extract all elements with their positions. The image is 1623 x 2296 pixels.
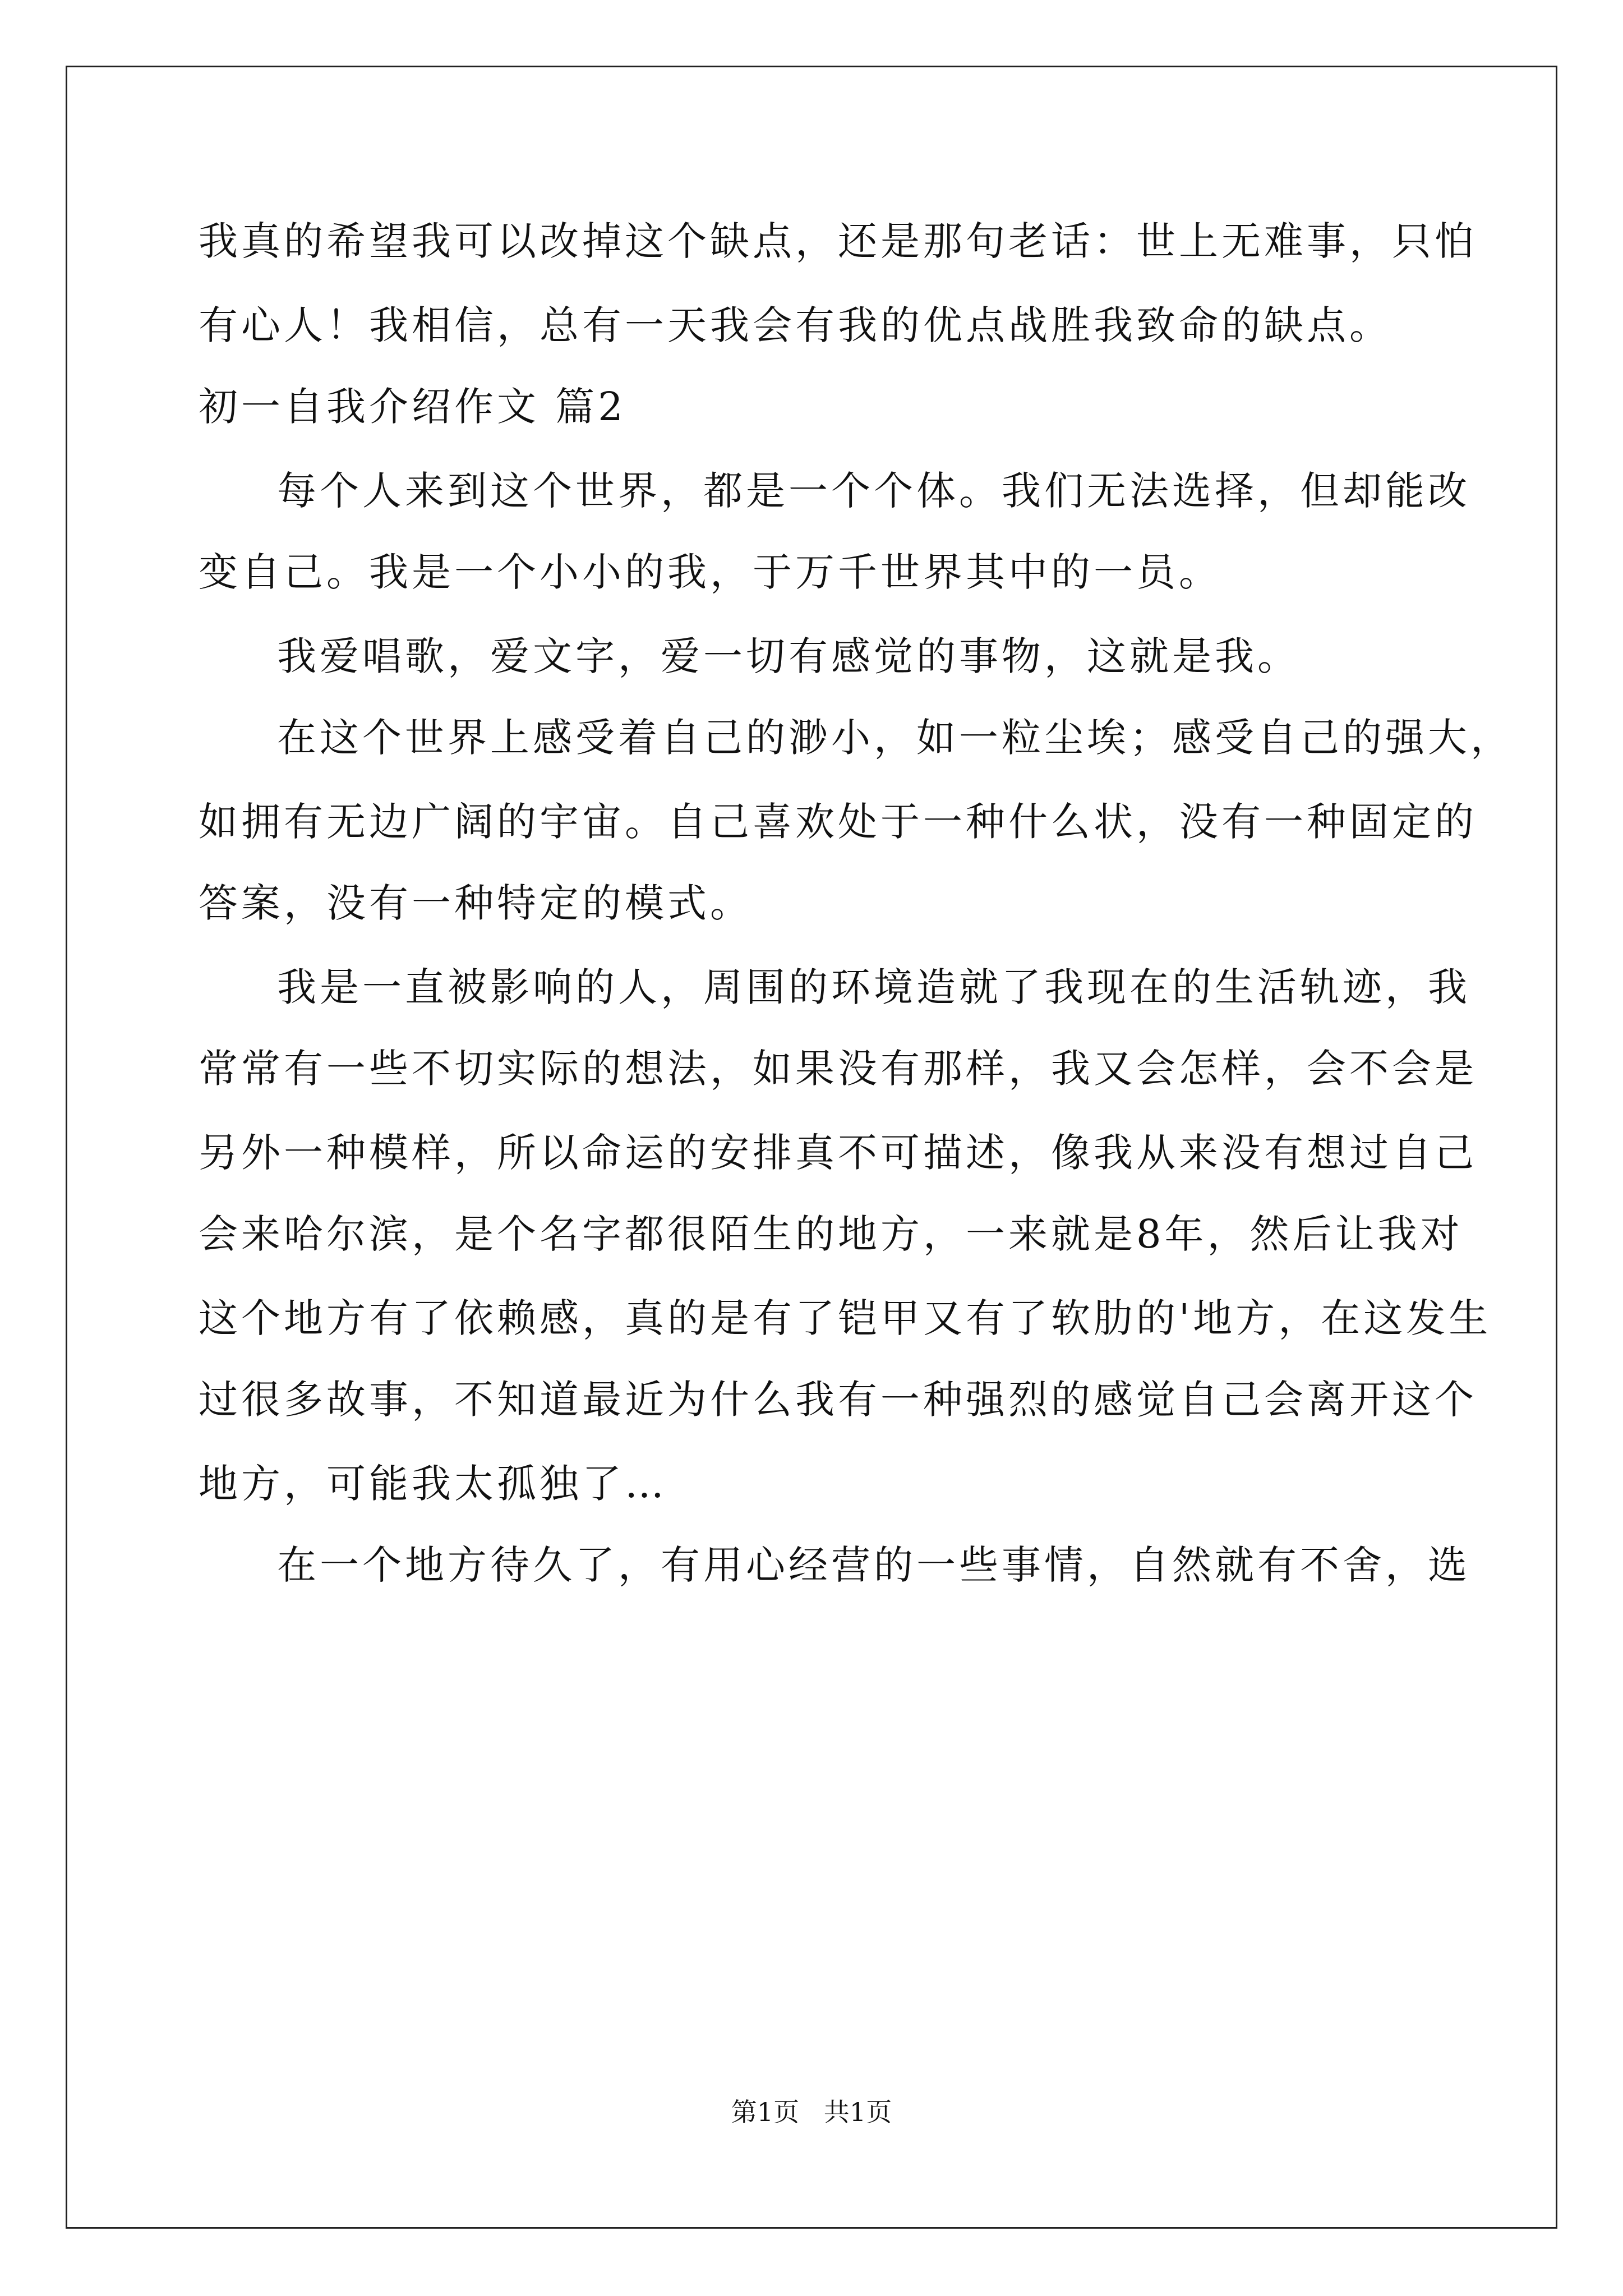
section-heading: 初一自我介绍作文 篇2 (199, 384, 626, 430)
paragraph-first-line: 在一个地方待久了，有用心经营的一些事情，自然就有不舍，选 (277, 1542, 1470, 1588)
text-line: 过很多故事，不知道最近为什么我有一种强烈的感觉自己会离开这个 (199, 1377, 1477, 1423)
text-line: 会来哈尔滨，是个名字都很陌生的地方，一来就是8年，然后让我对 (199, 1211, 1463, 1257)
text-line: 这个地方有了依赖感，真的是有了铠甲又有了软肋的'地方，在这发生 (199, 1295, 1492, 1341)
text-line: 有心人！我相信，总有一天我会有我的优点战胜我致命的缺点。 (199, 302, 1392, 348)
text-line: 另外一种模样，所以命运的安排真不可描述，像我从来没有想过自己 (199, 1130, 1477, 1176)
text-line: 地方，可能我太孤独了… (199, 1461, 667, 1507)
text-line: 常常有一些不切实际的想法，如果没有那样，我又会怎样，会不会是 (199, 1046, 1477, 1092)
paragraph-first-line: 我爱唱歌，爱文字，爱一切有感觉的事物，这就是我。 (277, 633, 1300, 679)
text-line: 答案，没有一种特定的模式。 (199, 880, 753, 926)
text-line: 如拥有无边广阔的宇宙。自己喜欢处于一种什么状，没有一种固定的 (199, 799, 1477, 845)
page-number-footer: 第1页 共1页 (731, 2097, 892, 2127)
paragraph-first-line: 每个人来到这个世界，都是一个个体。我们无法选择，但却能改 (277, 468, 1470, 514)
text-line: 我真的希望我可以改掉这个缺点，还是那句老话：世上无难事，只怕 (199, 218, 1477, 264)
paragraph-first-line: 在这个世界上感受着自己的渺小，如一粒尘埃；感受自己的强大， (277, 715, 1513, 761)
paragraph-first-line: 我是一直被影响的人，周围的环境造就了我现在的生活轨迹，我 (277, 964, 1470, 1010)
text-line: 变自己。我是一个小小的我，于万千世界其中的一员。 (199, 549, 1221, 595)
